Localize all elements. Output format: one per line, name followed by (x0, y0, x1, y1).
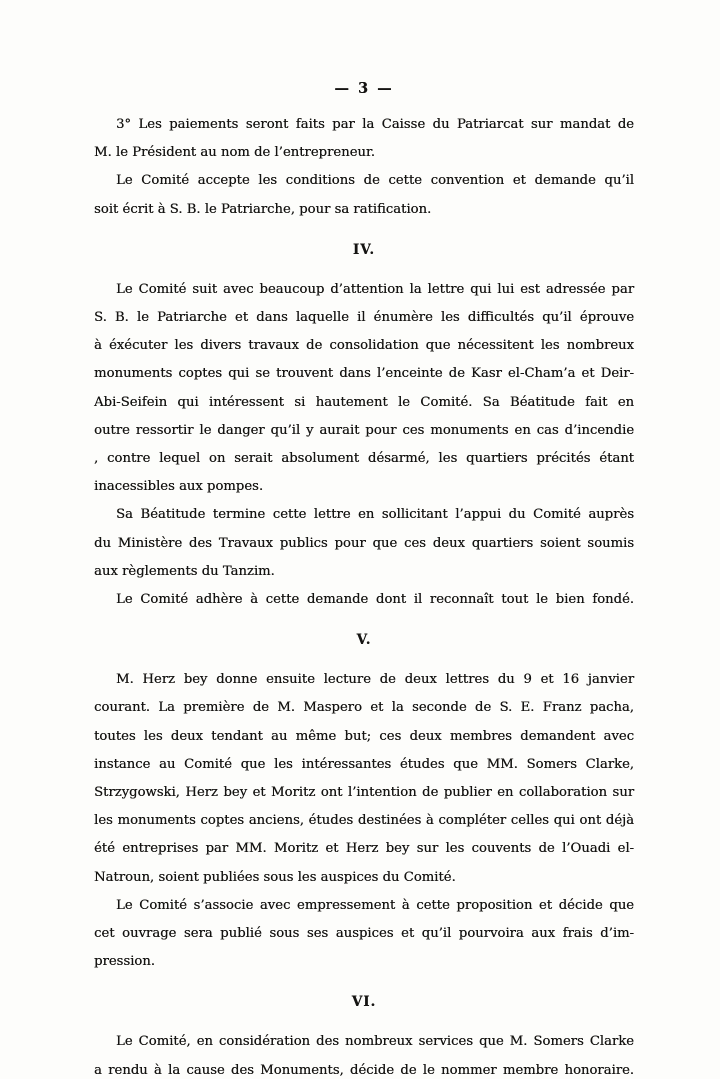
text-line: aux règlements du Tanzim. (94, 563, 275, 579)
paragraph (94, 167, 634, 223)
text-line: soit écrit à S. B. le Patriarche, pour sa ratification. (94, 201, 432, 217)
text-block (94, 80, 634, 1079)
document-body (94, 111, 634, 1079)
text-line: du Ministère des Travaux publics pour que ces deux quartiers soient soumis (94, 535, 634, 551)
paragraph (94, 501, 634, 586)
section-heading-section-4: IV. (352, 241, 376, 258)
text-line: Le Comité s’associe avec empressement à cette proposition et décide que (116, 897, 634, 913)
text-line: Abi-Seifein qui intéressent si hautement le Comité. Sa Béatitude fait en (94, 394, 634, 410)
text-line: courant. La première de M. Maspero et la seconde de S. E. Franz pacha, (94, 700, 634, 716)
text-line: 3° Les paiements seront faits par la Caisse du Patriarcat sur mandat de (116, 117, 634, 132)
text-line: M. le Président au nom de l’entrepreneur. (94, 145, 375, 161)
text-line: , contre lequel on serait absolument désarmé, les quartiers précités étant (94, 451, 634, 467)
text-line: M. Herz bey donne ensuite lecture de deux lettres du 9 et 16 janvier (116, 672, 634, 688)
text-line: Le Comité accepte les conditions de cette convention et demande qu’il (116, 173, 634, 189)
text-line: cet ouvrage sera publié sous ses auspices et qu’il pourvoira aux frais d’im- (94, 926, 634, 942)
text-line: Strzygowski, Herz bey et Moritz ont l’intention de publier en collaboration sur (94, 785, 634, 801)
text-line: inacessibles aux pompes. (94, 479, 264, 495)
text-line: pression. (94, 954, 155, 970)
text-line: les monuments coptes anciens, études destinées à compléter celles qui ont déjà (94, 813, 634, 829)
text-line: Natroun, soient publiées sous les auspices du Comité. (94, 869, 456, 885)
text-line: Sa Béatitude termine cette lettre en sollicitant l’appui du Comité auprès (116, 507, 634, 523)
paragraph (94, 1028, 634, 1079)
text-line: Le Comité, en considération des nombreux services que M. Somers Clarke (116, 1034, 634, 1050)
text-line: Le Comité suit avec beaucoup d’attention la lettre qui lui est adressée par (116, 281, 634, 297)
paragraph (94, 892, 634, 977)
text-line: à éxécuter les divers travaux de consolidation que nécessitent les nombreux (94, 338, 634, 354)
text-line: a rendu à la cause des Monuments, décide de le nommer membre honoraire. (94, 1062, 634, 1078)
page-number: — 3 — (334, 80, 394, 97)
paragraph (94, 276, 634, 502)
section-heading-section-5: V. (356, 632, 372, 649)
text-line: outre ressortir le danger qu’il y aurait pour ces monuments en cas d’incendie (94, 422, 634, 438)
text-line: été entreprises par MM. Moritz et Herz bey sur les couvents de l’Ouadi el- (94, 841, 634, 857)
paragraph (94, 111, 634, 167)
text-line: Le Comité adhère à cette demande dont il reconnaît tout le bien fondé. (116, 592, 634, 608)
text-line: instance au Comité que les intéressantes études que MM. Somers Clarke, (94, 756, 634, 772)
paragraph (94, 586, 634, 614)
section-heading-section-6: VI. (351, 994, 377, 1011)
text-line: monuments coptes qui se trouvent dans l’enceinte de Kasr el-Cham’a et Deir- (94, 366, 634, 382)
paragraph (94, 666, 634, 892)
text-line: S. B. le Patriarche et dans laquelle il énumère les difficultés qu’il éprouve (94, 310, 634, 326)
text-line: toutes les deux tendant au même but; ces deux membres demandent avec (94, 728, 634, 744)
